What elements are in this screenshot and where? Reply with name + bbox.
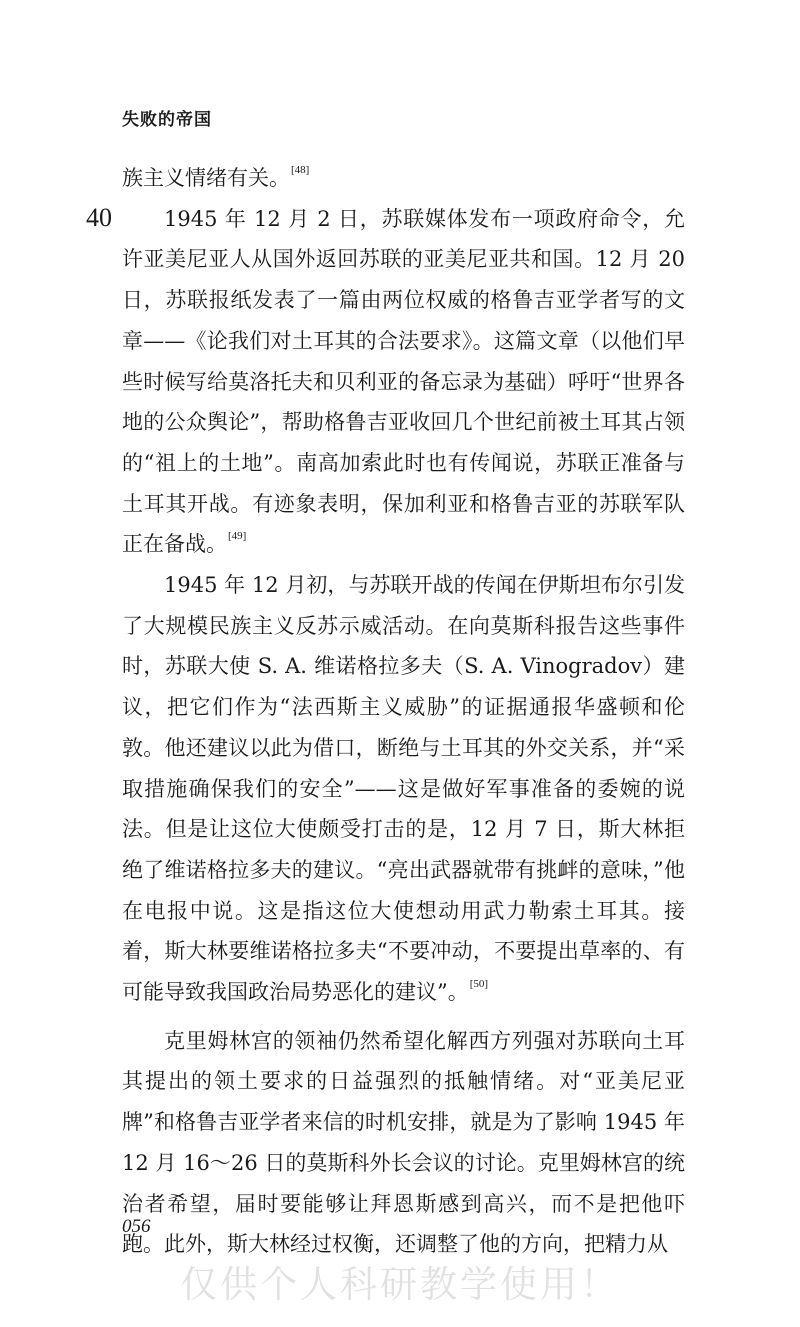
running-title: 失败的帝国 (122, 110, 212, 130)
paragraph-text: 1945 年 12 月 2 日，苏联媒体发布一项政府命令，允许亚美尼亚人从国外返回苏联的亚美尼亚共和国。12 月 20 日，苏联报纸发表了一篇由两位权威的格鲁吉亚学者写的文章——《论我们对土耳其的合法要求》。这篇文章（以他们早些时候写给莫洛托夫和贝利亚的备忘录为基础）呼吁“世界各地的公众舆论”，帮助格鲁吉亚收回几个世纪前被土耳其占领的“祖上的土地”。南高加索此时也有传闻说，苏联正准备与土耳其开战。有迹象表明，保加利亚和格鲁吉亚的苏联军队正在备战。 (122, 206, 685, 557)
footnote-ref: [48] (291, 164, 310, 176)
paragraph (122, 1021, 685, 1265)
body-text (122, 158, 685, 1265)
footnote-ref: [49] (228, 530, 247, 543)
page-number: 056 (122, 1216, 151, 1237)
paragraph-continuation (122, 158, 685, 199)
footnote-ref: [50] (469, 978, 489, 991)
paragraph-text: 1945 年 12 月初，与苏联开战的传闻在伊斯坦布尔引发了大规模民族主义反苏示威活动。在向莫斯科报告这些事件时，苏联大使 S. A. 维诺格拉多夫（S. A. Vinogradov）建议，把它们作为“法西斯主义威胁”的证据通报华盛顿和伦敦。他还建议以此为借口，断绝与土耳其的外交关系，并“采取措施确保我们的安全”——这是做好军事准备的委婉的说法。但是让这位大使颇受打击的是，12 月 7 日，斯大林拒绝了维诺格拉多夫的建议。“亮出武器就带有挑衅的意味，”他在电报中说。这是指这位大使想动用武力勒索土耳其。接着，斯大林要维诺格拉多夫“不要冲动，不要提出草率的、有可能导致我国政治局势恶化的建议”。 (122, 573, 685, 1005)
paragraph (122, 565, 685, 1013)
paragraph (122, 199, 685, 565)
paragraph-text: 克里姆林宫的领袖仍然希望化解西方列强对苏联向土耳其提出的领土要求的日益强烈的抵触情绪。对“亚美尼亚牌”和格鲁吉亚学者来信的时机安排，就是为了影响 1945 年 12 月 16～26 日的莫斯科外长会议的讨论。克里姆林宫的统治者希望，届时要能够让拜恩斯感到高兴，而不是把他吓跑。此外，斯大林经过权衡，还调整了他的方向，把精力从 (122, 1028, 685, 1257)
paragraph-text: 族主义情绪有关。 (122, 166, 290, 190)
margin-page-reference: 40 (86, 203, 112, 232)
watermark: 仅供个人科研教学使用！ (180, 1263, 620, 1306)
